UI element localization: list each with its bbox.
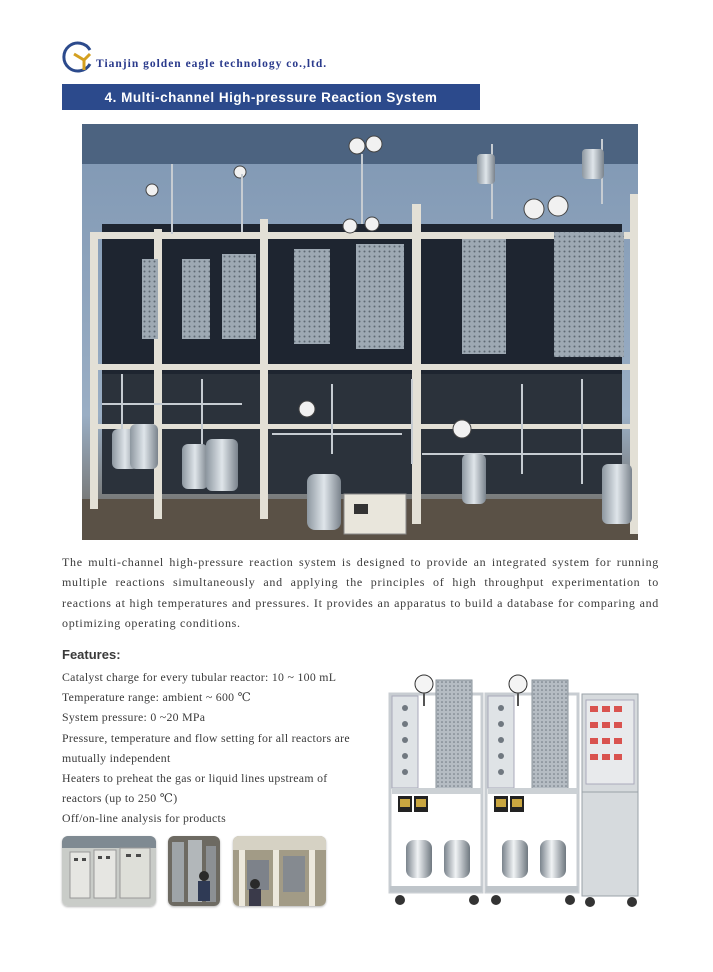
feature-item: Off/on-line analysis for products: [62, 811, 226, 826]
features-heading: Features:: [62, 647, 121, 662]
description-paragraph: The multi-channel high-pressure reaction system is designed to provide an integrated system for running multiple reactions simultaneously and applying the principles of high throughput experimentation to reactions at high temperatures and pressures. It provides an apparatus to build a database for comparing and optimizing operating conditions.: [62, 555, 659, 631]
feature-item: Temperature range: ambient ~ 600 ℃: [62, 690, 252, 705]
feature-item: Heaters to preheat the gas or liquid lines upstream of reactors (up to 250 ℃): [62, 771, 328, 806]
thumbnail-photo-operator: [168, 836, 220, 906]
feature-item: System pressure: 0 ~20 MPa: [62, 710, 206, 725]
features-list: [62, 667, 354, 829]
feature-item: Pressure, temperature and flow setting for all reactors are mutually independent: [62, 730, 350, 765]
company-name: Tianjin golden eagle technology co.,ltd.: [96, 58, 328, 70]
thumbnail-photo-lab: [233, 836, 326, 906]
section-title: 4. Multi-channel High-pressure Reaction System: [62, 84, 480, 110]
company-logo: [60, 40, 94, 74]
equipment-photo: [388, 664, 642, 912]
thumbnail-photo-control-panels: [62, 836, 156, 906]
eagle-logo-icon: [60, 40, 94, 74]
main-reactor-photo: [82, 124, 638, 540]
feature-item: Catalyst charge for every tubular reactor: 10 ~ 100 mL: [62, 670, 337, 684]
